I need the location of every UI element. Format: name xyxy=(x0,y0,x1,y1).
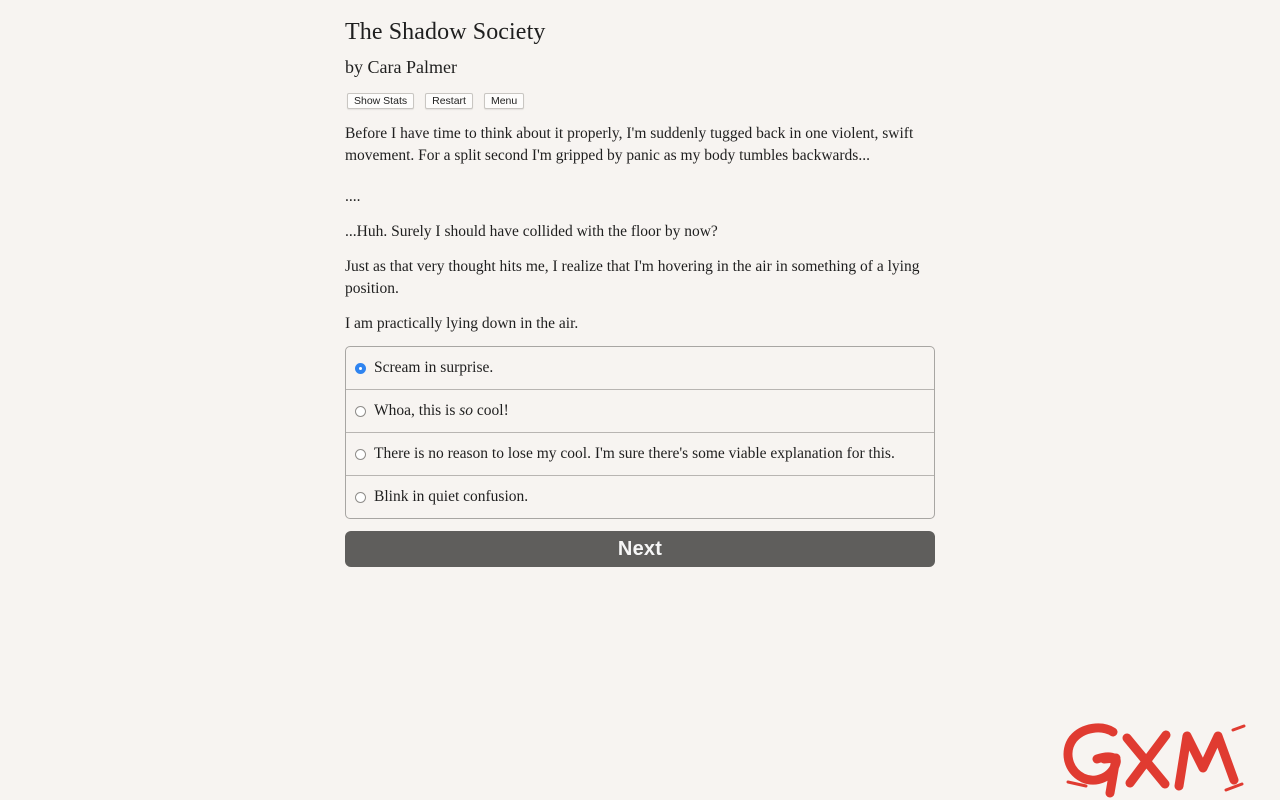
story-paragraph: I am practically lying down in the air. xyxy=(345,315,579,332)
choice-option[interactable] xyxy=(346,433,934,476)
choice-label: Blink in quiet confusion. xyxy=(374,488,529,505)
watermark-letter-m xyxy=(1179,736,1234,786)
game-title: The Shadow Society xyxy=(345,19,546,45)
toolbar xyxy=(347,93,524,109)
gxm-watermark-logo xyxy=(1058,716,1248,800)
radio-button[interactable] xyxy=(355,492,366,503)
radio-button[interactable] xyxy=(355,449,366,460)
restart-button[interactable]: Restart xyxy=(425,93,473,109)
next-button[interactable]: Next xyxy=(345,531,935,567)
choice-list xyxy=(345,346,935,519)
choice-option[interactable] xyxy=(346,390,934,433)
choice-label: Scream in surprise. xyxy=(374,359,494,376)
choice-label: Whoa, this is so cool! xyxy=(374,402,509,419)
story-text xyxy=(345,123,935,348)
story-paragraph: Just as that very thought hits me, I realize that I'm hovering in the air in something of a lying position. xyxy=(345,258,920,297)
show-stats-button[interactable]: Show Stats xyxy=(347,93,414,109)
story-paragraph: Before I have time to think about it properly, I'm suddenly tugged back in one violent, swift movement. For a split second I'm gripped by panic as my body tumbles backwards... xyxy=(345,125,914,164)
radio-button-selected[interactable] xyxy=(355,363,366,374)
radio-button[interactable] xyxy=(355,406,366,417)
choice-option[interactable] xyxy=(346,476,934,518)
story-paragraph: ...Huh. Surely I should have collided with the floor by now? xyxy=(345,223,718,240)
choice-option[interactable] xyxy=(346,347,934,390)
choice-label: There is no reason to lose my cool. I'm sure there's some viable explanation for this. xyxy=(374,445,895,462)
game-author: by Cara Palmer xyxy=(345,57,457,77)
story-paragraph: .... xyxy=(345,188,361,205)
menu-button[interactable]: Menu xyxy=(484,93,524,109)
